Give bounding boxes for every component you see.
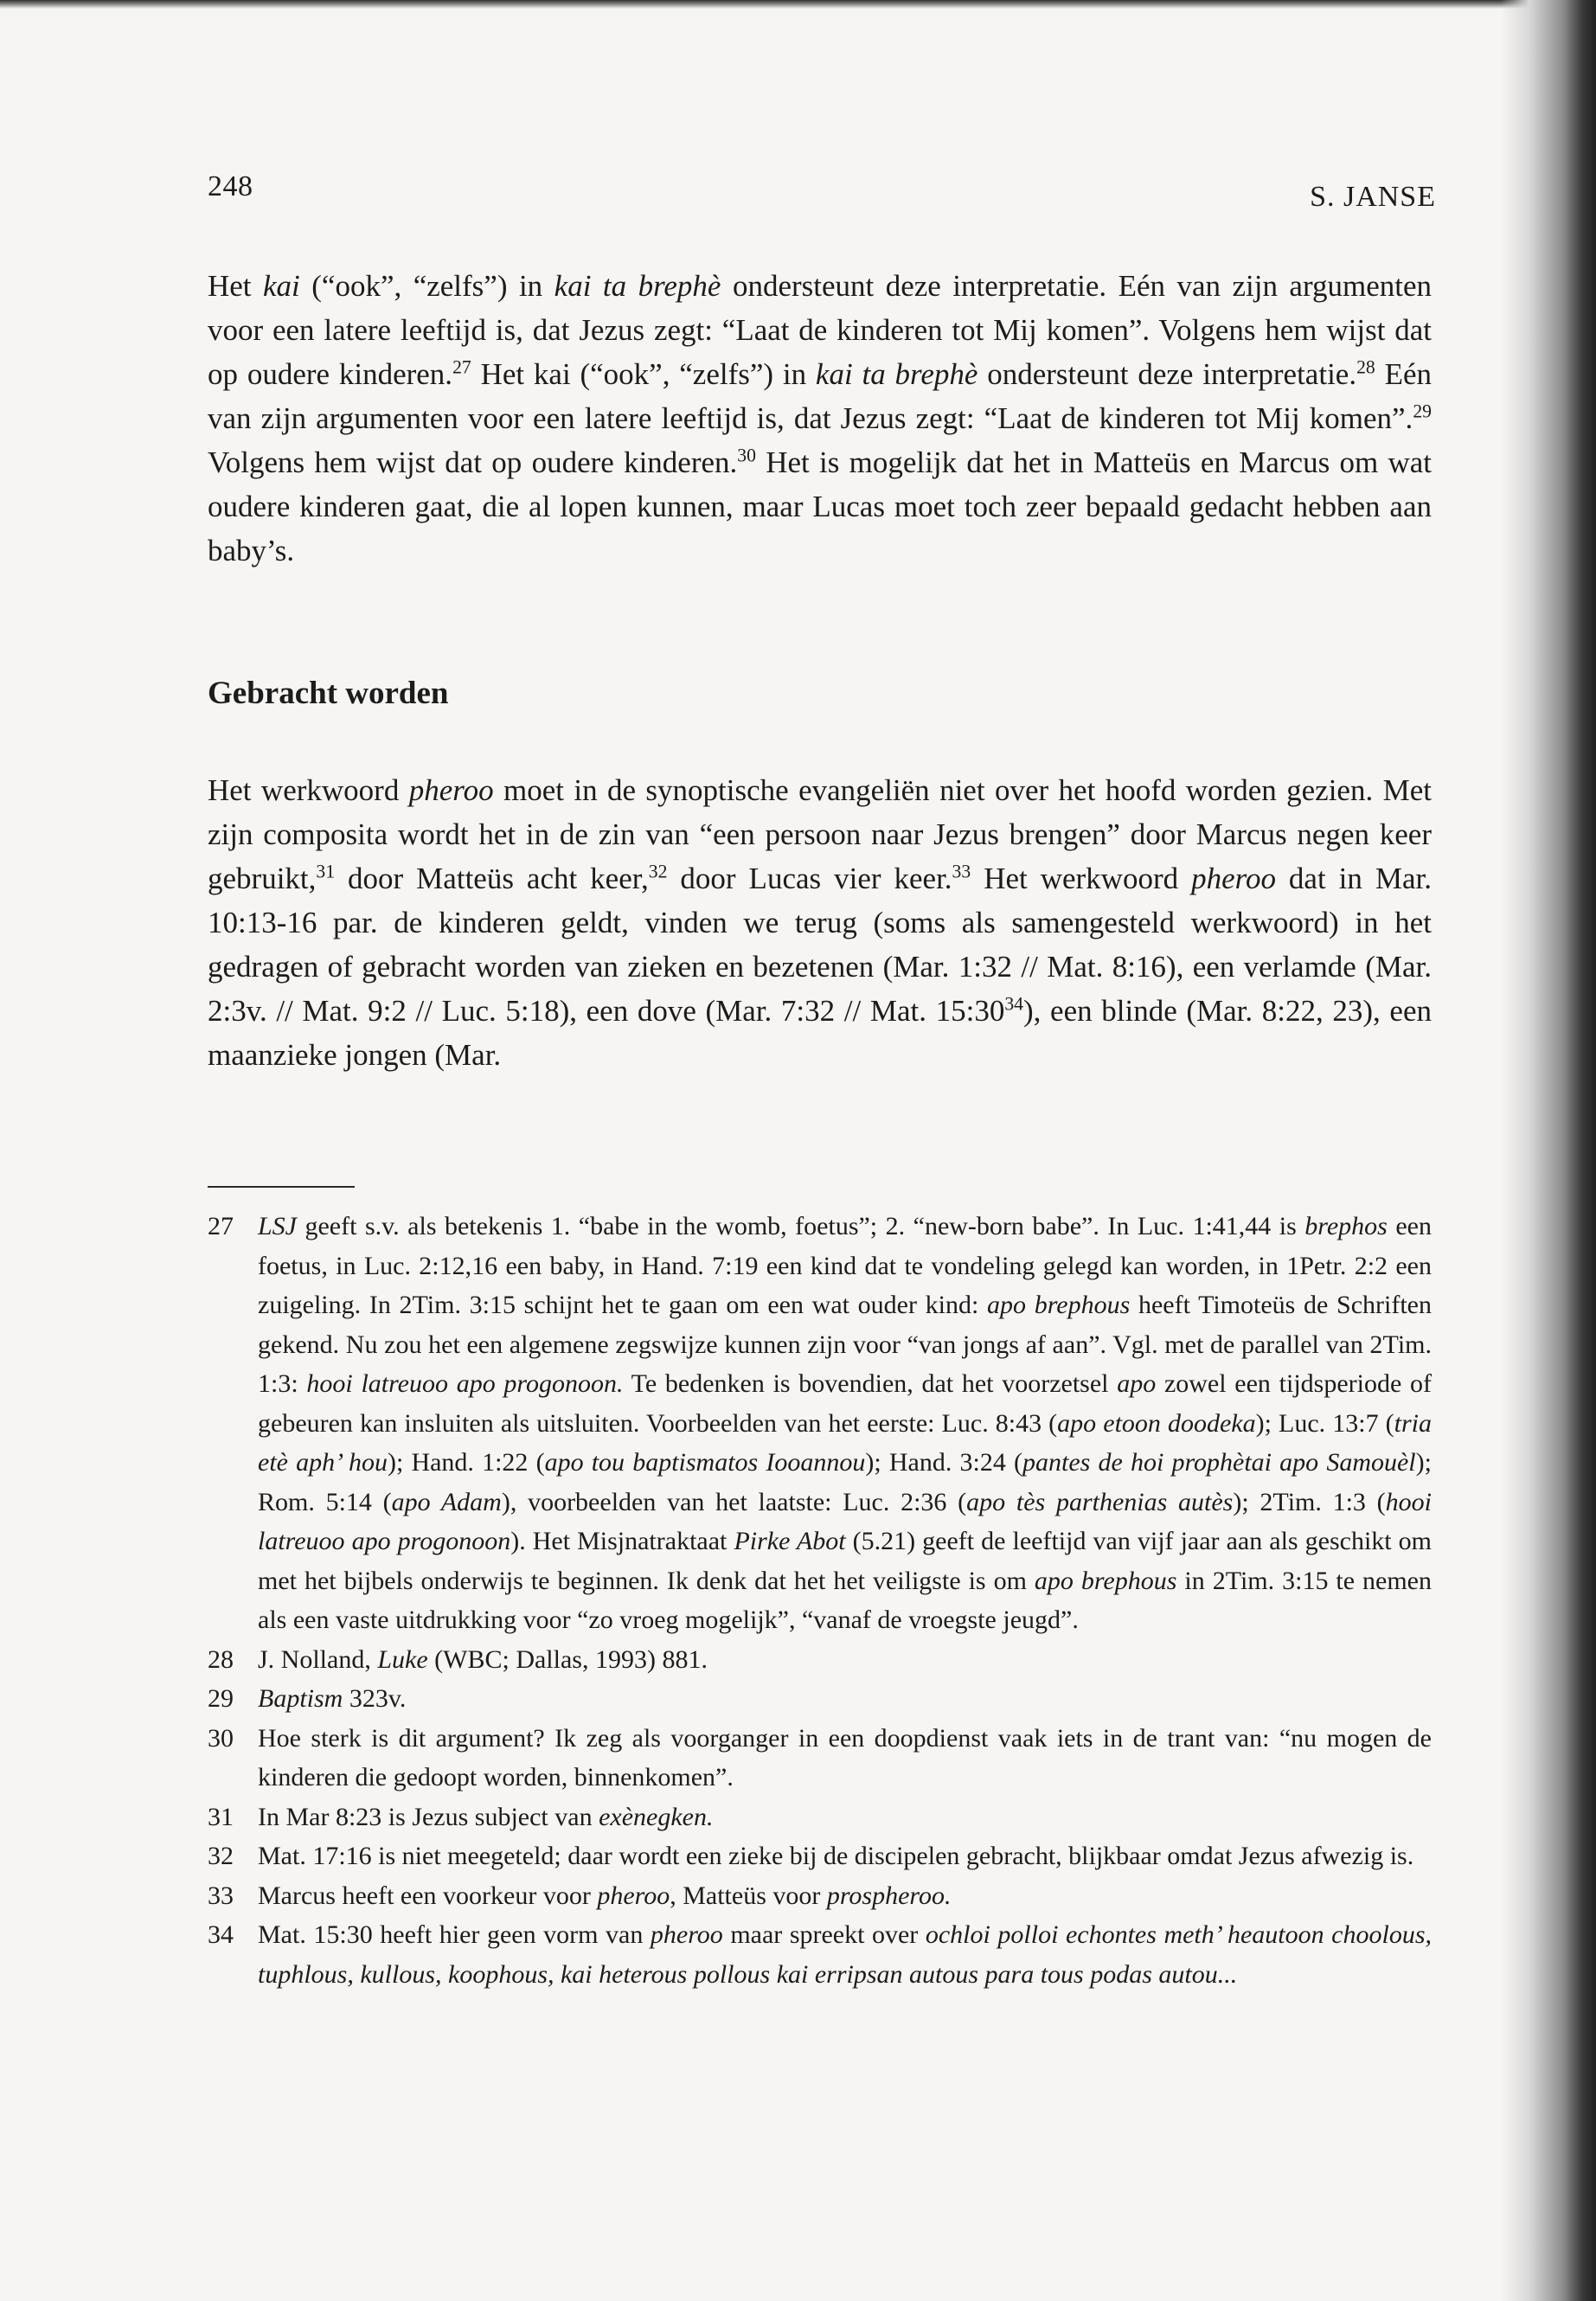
footnote-31: 31 In Mar 8:23 is Jezus subject van exènegken. [208, 1798, 1432, 1837]
binding-shadow [1501, 0, 1596, 2301]
footnote-ref-30[interactable]: 30 [737, 445, 756, 466]
footnote-rule [208, 1186, 355, 1188]
running-head [208, 170, 1436, 214]
footnote-27: 27 LSJ geeft s.v. als betekenis 1. “babe in the womb, foetus”; 2. “new-born babe”. In Luc. 1:41,44 is brephos een foetus, in Luc. 2:12,16 een baby, in Hand. 7:19 een kind dat te vondeling gelegd kan worden, in 1Petr. 2:2 een zuigeling. In 2Tim. 3:15 schijnt het te gaan om een wat ouder kind: apo brephous heeft Timoteüs de Schriften gekend. Nu zou het een algemene zegswijze kunnen zijn voor “van jongs af aan”. Vgl. met de parallel van 2Tim. 1:3: hooi latreuoo apo progonoon. Te bedenken is bovendien, dat het voorzetsel apo zowel een tijdsperiode of gebeuren kan insluiten als uitsluiten. Voorbeelden van het eerste: Luc. 8:43 (apo etoon doodeka); Luc. 13:7 (tria etè aph’ hou); Hand. 1:22 (apo tou baptismatos Iooannou); Hand. 3:24 (pantes de hoi prophètai apo Samouèl); Rom. 5:14 (apo Adam), voorbeelden van het laatste: Luc. 2:36 (apo tès parthenias autès); 2Tim. 1:3 (hooi latreuoo apo progonoon). Het Misjnatraktaat Pirke Abot (5.21) geeft de leeftijd van vijf jaar aan als geschikt om met het bijbels onderwijs te beginnen. Ik denk dat het het veiligste is om apo brephous in 2Tim. 3:15 te nemen als een vaste uitdrukking voor “zo vroeg mogelijk”, “vanaf de vroegste jeugd”. [208, 1207, 1432, 1640]
footnote-number: 29 [208, 1684, 234, 1713]
footnote-ref-33[interactable]: 33 [952, 861, 971, 882]
section-heading: Gebracht worden [208, 676, 449, 711]
running-head-author: S. JANSE [1310, 181, 1436, 213]
footnote-number: 31 [208, 1802, 234, 1831]
footnotes [208, 1207, 1432, 1994]
footnote-ref-31[interactable]: 31 [316, 861, 336, 882]
footnote-29: 29 Baptism 323v. [208, 1679, 1432, 1719]
footnote-ref-32[interactable]: 32 [648, 861, 668, 882]
footnote-ref-29[interactable]: 29 [1413, 401, 1432, 422]
footnote-33: 33 Marcus heeft een voorkeur voor pheroo, Matteüs voor prospheroo. [208, 1876, 1432, 1916]
footnote-ref-27[interactable]: 27 [452, 356, 471, 378]
paragraph-1: Het kai (“ook”, “zelfs”) in kai ta brephè ondersteunt deze interpretatie. Eén van zijn argumenten voor een latere leeftijd is, dat Jezus zegt: “Laat de kinderen tot Mij komen”. Volgens hem wijst dat op oudere kinderen.$^{27}$ Het kai (“ook”, “zelfs”) in kai ta brephè ondersteunt deze interpretatie.$^{28}$ Eén van zijn argumenten voor een latere leeftijd is, dat Jezus zegt: “Laat de kinderen tot Mij komen”.$^{29}$ Volgens hem wijst dat op oudere kinderen.$^{30}$ Het is mogelijk dat het in Matteüs en Marcus om wat oudere kinderen gaat, die al lopen kunnen, maar Lucas moet toch zeer bepaald gedacht hebben aan baby’s. [208, 269, 1433, 567]
footnote-number: 34 [208, 1920, 234, 1949]
footnote-28: 28 J. Nolland, Luke (WBC; Dallas, 1993) 881. [208, 1640, 1432, 1680]
footnote-34: 34 Mat. 15:30 heeft hier geen vorm van pheroo maar spreekt over ochloi polloi echontes meth’ heautoon choolous, tuphlous, kullous, koophous, kai heterous pollous kai erripsan autous para tous podas autou... [208, 1915, 1432, 1994]
footnote-ref-34[interactable]: 34 [1004, 993, 1024, 1015]
footnote-ref-28[interactable]: 28 [1356, 356, 1375, 378]
page-number: 248 [208, 170, 253, 202]
footnote-number: 28 [208, 1644, 234, 1674]
page-top-edge [0, 0, 1540, 9]
footnote-30: 30 Hoe sterk is dit argument? Ik zeg als voorganger in een doopdienst vaak iets in de trant van: “nu mogen de kinderen die gedoopt worden, binnenkomen”. [208, 1719, 1432, 1798]
footnote-number: 30 [208, 1723, 234, 1753]
footnote-32: 32 Mat. 17:16 is niet meegeteld; daar wordt een zieke bij de discipelen gebracht, blijkbaar omdat Jezus afwezig is. [208, 1836, 1432, 1876]
paragraph-2: Het werkwoord pheroo moet in de synoptische evangeliën niet over het hoofd worden gezien. Met zijn composita wordt het in de zin van “een persoon naar Jezus brengen” door Marcus negen keer gebruikt,$^{31}$ door Matteüs acht keer,$^{32}$ door Lucas vier keer.$^{33}$ Het werkwoord pheroo dat in Mar. 10:13-16 par. de kinderen geldt, vinden we terug (soms als samengesteld werkwoord) in het gedragen of gebracht worden van zieken en bezetenen (Mar. 1:32 // Mat. 8:16), een verlamde (Mar. 2:3v. // Mat. 9:2 // Luc. 5:18), een dove (Mar. 7:32 // Mat. $15:30^{34}$), een blinde (Mar. 8:22, 23), een maanzieke jongen (Mar. [208, 773, 1432, 1072]
footnote-number: 32 [208, 1842, 234, 1870]
footnote-number: 33 [208, 1881, 234, 1910]
footnote-number: 27 [208, 1212, 234, 1240]
